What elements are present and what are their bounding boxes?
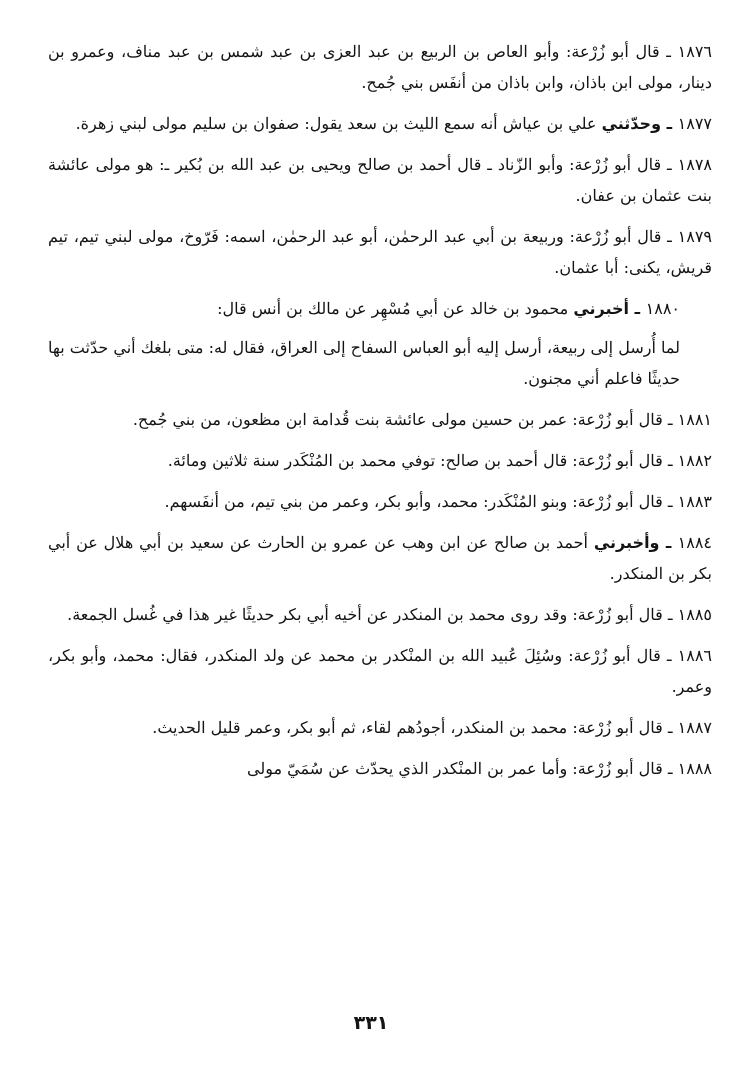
- entry-number: ١٨٨٧: [677, 718, 712, 737]
- entry-text: ـ قال أبو زُرْعة: وقد روى محمد بن المنكدر عن أخيه أبي بكر حديثًا غير هذا في غُسل الجمعة.: [67, 605, 678, 624]
- entry-number: ١٨٧٧: [677, 114, 712, 133]
- quote-text: لما أُرسل إلى ربيعة، أرسل إليه أبو العباس السفاح إلى العراق، فقال له: متى بلغك أني حدّثت بها حديثًا فاعلم أني مجنون.: [48, 338, 680, 388]
- entry-1879: [48, 221, 712, 283]
- entry-1886: [48, 640, 712, 702]
- entry-text: ـ قال أبو زُرْعة: عمر بن حسين مولى عائشة بنت قُدامة ابن مظعون، من بني جُمح.: [132, 410, 678, 429]
- entry-number: ١٨٨٣: [677, 492, 712, 511]
- entry-1888: [48, 753, 712, 784]
- entry-number: ١٨٨١: [677, 410, 712, 429]
- page-number: ٣٣١: [353, 1012, 389, 1034]
- entry-1881: [48, 404, 712, 435]
- entry-1885: [48, 599, 712, 630]
- entry-number: ١٨٨٠: [645, 299, 680, 318]
- entry-number: ١٨٨٥: [677, 605, 712, 624]
- entry-1877: [48, 108, 712, 139]
- entry-number: ١٨٨٤: [677, 533, 713, 552]
- entry-1880: [48, 293, 712, 394]
- entry-number: ١٨٨٨: [677, 759, 712, 778]
- entry-1876: [48, 36, 712, 98]
- entry-text: ـ قال أبو زُرْعة: قال أحمد بن صالح: توفي محمد بن المُنْكَدر سنة ثلاثين ومائة.: [167, 451, 678, 470]
- entry-text: علي بن عياش أنه سمع الليث بن سعد يقول: صفوان بن سليم مولى لبني زهرة.: [75, 114, 602, 133]
- entry-keyword: ـ وأخبرني: [593, 533, 678, 552]
- entry-text: ـ قال أبو زُرْعة: وأما عمر بن المنْكدر الذي يحدّث عن سُمَيّ مولى: [247, 759, 678, 778]
- entry-text: ـ قال أبو زُرْعة: محمد بن المنكدر، أجودُهم لقاء، ثم أبو بكر، وعمر قليل الحديث.: [152, 718, 678, 737]
- entry-keyword: ـ وحدّثني: [601, 114, 678, 133]
- entry-1882: [48, 445, 712, 476]
- entry-text: ـ قال أبو زُرْعة: وربيعة بن أبي عبد الرحمٰن، أبو عبد الرحمٰن، اسمه: فَرّوخ، مولى لبني تيم، تيم قريش، يكنى: أبا عثمان.: [48, 227, 712, 277]
- entry-text: ـ قال أبو زُرْعة: وأبو الزّناد ـ قال أحمد بن صالح ويحيى بن عبد الله بن بُكير ـ: هو مولى عائشة بنت عثمان بن عفان.: [48, 155, 712, 205]
- entry-text: محمود بن خالد عن أبي مُسْهِر عن مالك بن أنس قال:: [217, 299, 574, 318]
- entry-number: ١٨٧٨: [677, 155, 712, 174]
- entry-1878: [48, 149, 712, 211]
- entry-number: ١٨٨٦: [677, 646, 712, 665]
- entry-text: ـ قال أبو زُرْعة: وأبو العاص بن الربيع بن عبد العزى بن عبد شمس بن عبد مناف، وعمرو بن دينار، مولى ابن باذان، وابن باذان من أنفَس بني جُمح.: [48, 42, 712, 92]
- entry-text: ـ قال أبو زُرْعة: وسُئِلَ عُبيد الله بن المنْكدر بن محمد عن ولد المنكدر، فقال: محمد، وأبو بكر، وعمر.: [48, 646, 712, 696]
- entry-number: ١٨٧٦: [677, 42, 712, 61]
- entry-1884: [48, 527, 712, 589]
- page-body: [48, 36, 712, 794]
- entry-1883: [48, 486, 712, 517]
- entry-text: أحمد بن صالح عن ابن وهب عن عمرو بن الحارث عن سعيد بن أبي هلال عن أبي بكر بن المنكدر.: [48, 533, 712, 583]
- entry-keyword: ـ أخبرني: [573, 299, 646, 318]
- entry-number: ١٨٧٩: [677, 227, 712, 246]
- entry-number: ١٨٨٢: [677, 451, 712, 470]
- entry-text: ـ قال أبو زُرْعة: وبنو المُنْكَدر: محمد، وأبو بكر، وعمر من بني تيم، من أنفَسهم.: [164, 492, 678, 511]
- entry-1887: [48, 712, 712, 743]
